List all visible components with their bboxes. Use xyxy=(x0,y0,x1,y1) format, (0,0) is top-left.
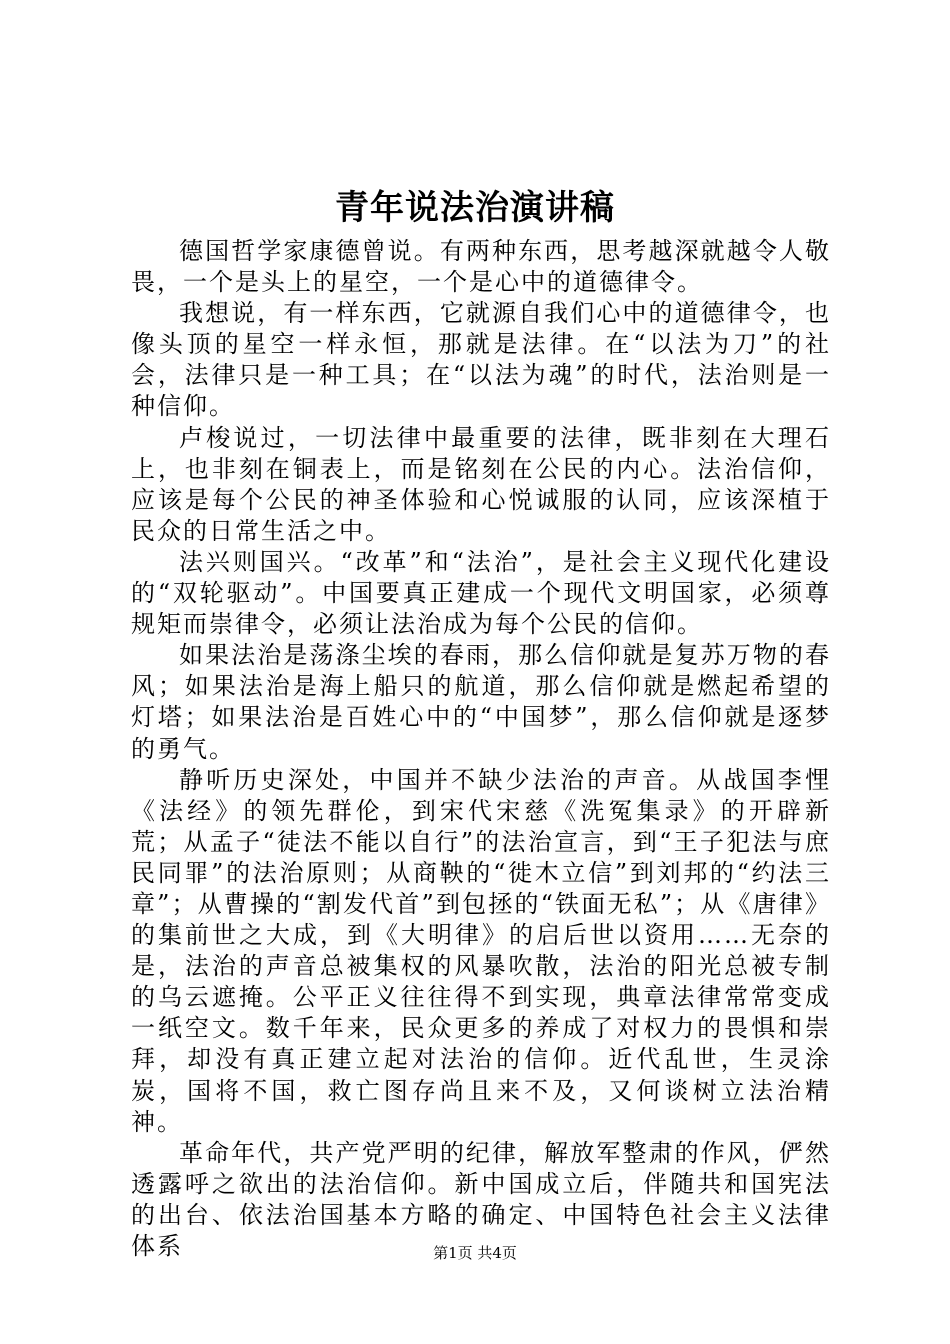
document-body xyxy=(131,236,831,1262)
paragraph: 卢梭说过，一切法律中最重要的法律，既非刻在大理石上，也非刻在铜表上，而是铭刻在公民的内心。法治信仰，应该是每个公民的神圣体验和心悦诚服的认同，应该深植于民众的日常生活之中。 xyxy=(131,423,831,545)
paragraph: 静听历史深处，中国并不缺少法治的声音。从战国李悝《法经》的领先群伦，到宋代宋慈《洗冤集录》的开辟新荒；从孟子“徒法不能以自行”的法治宣言，到“王子犯法与庶民同罪”的法治原则；从商鞅的“徙木立信”到刘邦的“约法三章”；从曹操的“割发代首”到包拯的“铁面无私”；从《唐律》的集前世之大成，到《大明律》的启后世以资用……无奈的是，法治的声音总被集权的风暴吹散，法治的阳光总被专制的乌云遮掩。公平正义往往得不到实现，典章法律常常变成一纸空文。数千年来，民众更多的养成了对权力的畏惧和崇拜，却没有真正建立起对法治的信仰。近代乱世，生灵涂炭，国将不国，救亡图存尚且来不及，又何谈树立法治精神。 xyxy=(131,765,831,1136)
paragraph: 革命年代，共产党严明的纪律，解放军整肃的作风，俨然透露呼之欲出的法治信仰。新中国成立后，伴随共和国宪法的出台、依法治国基本方略的确定、中国特色社会主义法律体系 xyxy=(131,1138,831,1260)
paragraph: 法兴则国兴。“改革”和“法治”，是社会主义现代化建设的“双轮驱动”。中国要真正建成一个现代文明国家，必须尊规矩而崇律令，必须让法治成为每个公民的信仰。 xyxy=(131,547,831,639)
paragraph: 如果法治是荡涤尘埃的春雨，那么信仰就是复苏万物的春风；如果法治是海上船只的航道，那么信仰就是燃起希望的灯塔；如果法治是百姓心中的“中国梦”，那么信仰就是逐梦的勇气。 xyxy=(131,641,831,763)
page-number-footer: 第1页 共4页 xyxy=(433,1244,517,1262)
paragraph: 我想说，有一样东西，它就源自我们心中的道德律令，也像头顶的星空一样永恒，那就是法律。在“以法为刀”的社会，法律只是一种工具；在“以法为魂”的时代，法治则是一种信仰。 xyxy=(131,299,831,421)
paragraph: 德国哲学家康德曾说。有两种东西，思考越深就越令人敬畏，一个是头上的星空，一个是心中的道德律令。 xyxy=(131,237,831,297)
page-title: 青年说法治演讲稿 xyxy=(335,188,615,228)
